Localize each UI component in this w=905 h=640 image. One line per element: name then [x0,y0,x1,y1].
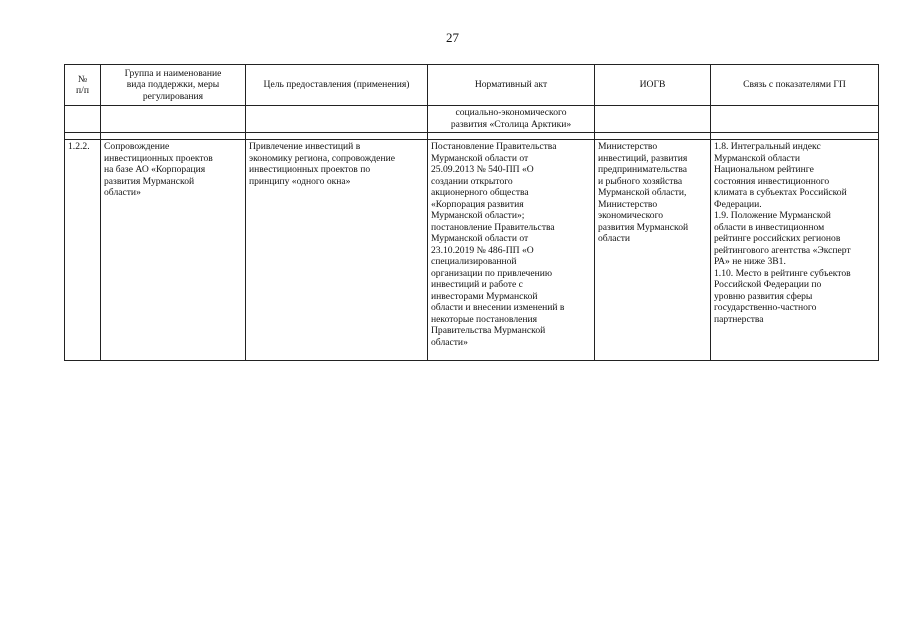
cont-cell-indicators [711,106,879,133]
header-indicators: Связь с показателями ГП [711,65,879,106]
header-act: Нормативный акт [428,65,595,106]
cont-cell-iogv [595,106,711,133]
page-number: 27 [446,30,459,45]
cont-cell-group [101,106,246,133]
row-goal: Привлечение инвестиций в экономику региона, сопровождение инвестиционных проектов по принципу «одного окна» [246,140,428,361]
cont-cell-goal [246,106,428,133]
header-group: Группа и наименование вида поддержки, меры регулирования [101,65,246,106]
row-group: Сопровождение инвестиционных проектов на базе АО «Корпорация развития Мурманской области» [101,140,246,361]
row-iogv: Министерство инвестиций, развития предпринимательства и рыбного хозяйства Мурманской области, Министерство экономического развития Мурманской области [595,140,711,361]
row-act: Постановление Правительства Мурманской области от 25.09.2013 № 540-ПП «О создании открытого акционерного общества «Корпорация развития Мурманской области»; постановление Правительства Мурманской области от 23.10.2019 № 486-ПП «О специализированной организации по привлечению инвестиций и работе с инвесторами Мурманской области и внесении изменений в некоторые постановления Правительства Мурманской области» [428,140,595,361]
table-separator-row [65,133,879,140]
table-row [65,140,879,361]
table-header-row [65,65,879,106]
cont-cell-number [65,106,101,133]
row-number: 1.2.2. [65,140,101,361]
header-goal: Цель предоставления (применения) [246,65,428,106]
header-iogv: ИОГВ [595,65,711,106]
header-number: № п/п [65,65,101,106]
support-measures-table [64,64,879,361]
table-continuation-row [65,106,879,133]
cont-cell-act: социально-экономического развития «Столица Арктики» [428,106,595,133]
row-indicators: 1.8. Интегральный индекс Мурманской области Национальном рейтинге состояния инвестиционного климата в субъектах Российской Федерации. 1.9. Положение Мурманской области в инвестиционном рейтинге российских регионов рейтингового агентства «Эксперт РА» не ниже 3В1. 1.10. Место в рейтинге субъектов Российской Федерации по уровню развития сферы государственно-частного партнерства [711,140,879,361]
